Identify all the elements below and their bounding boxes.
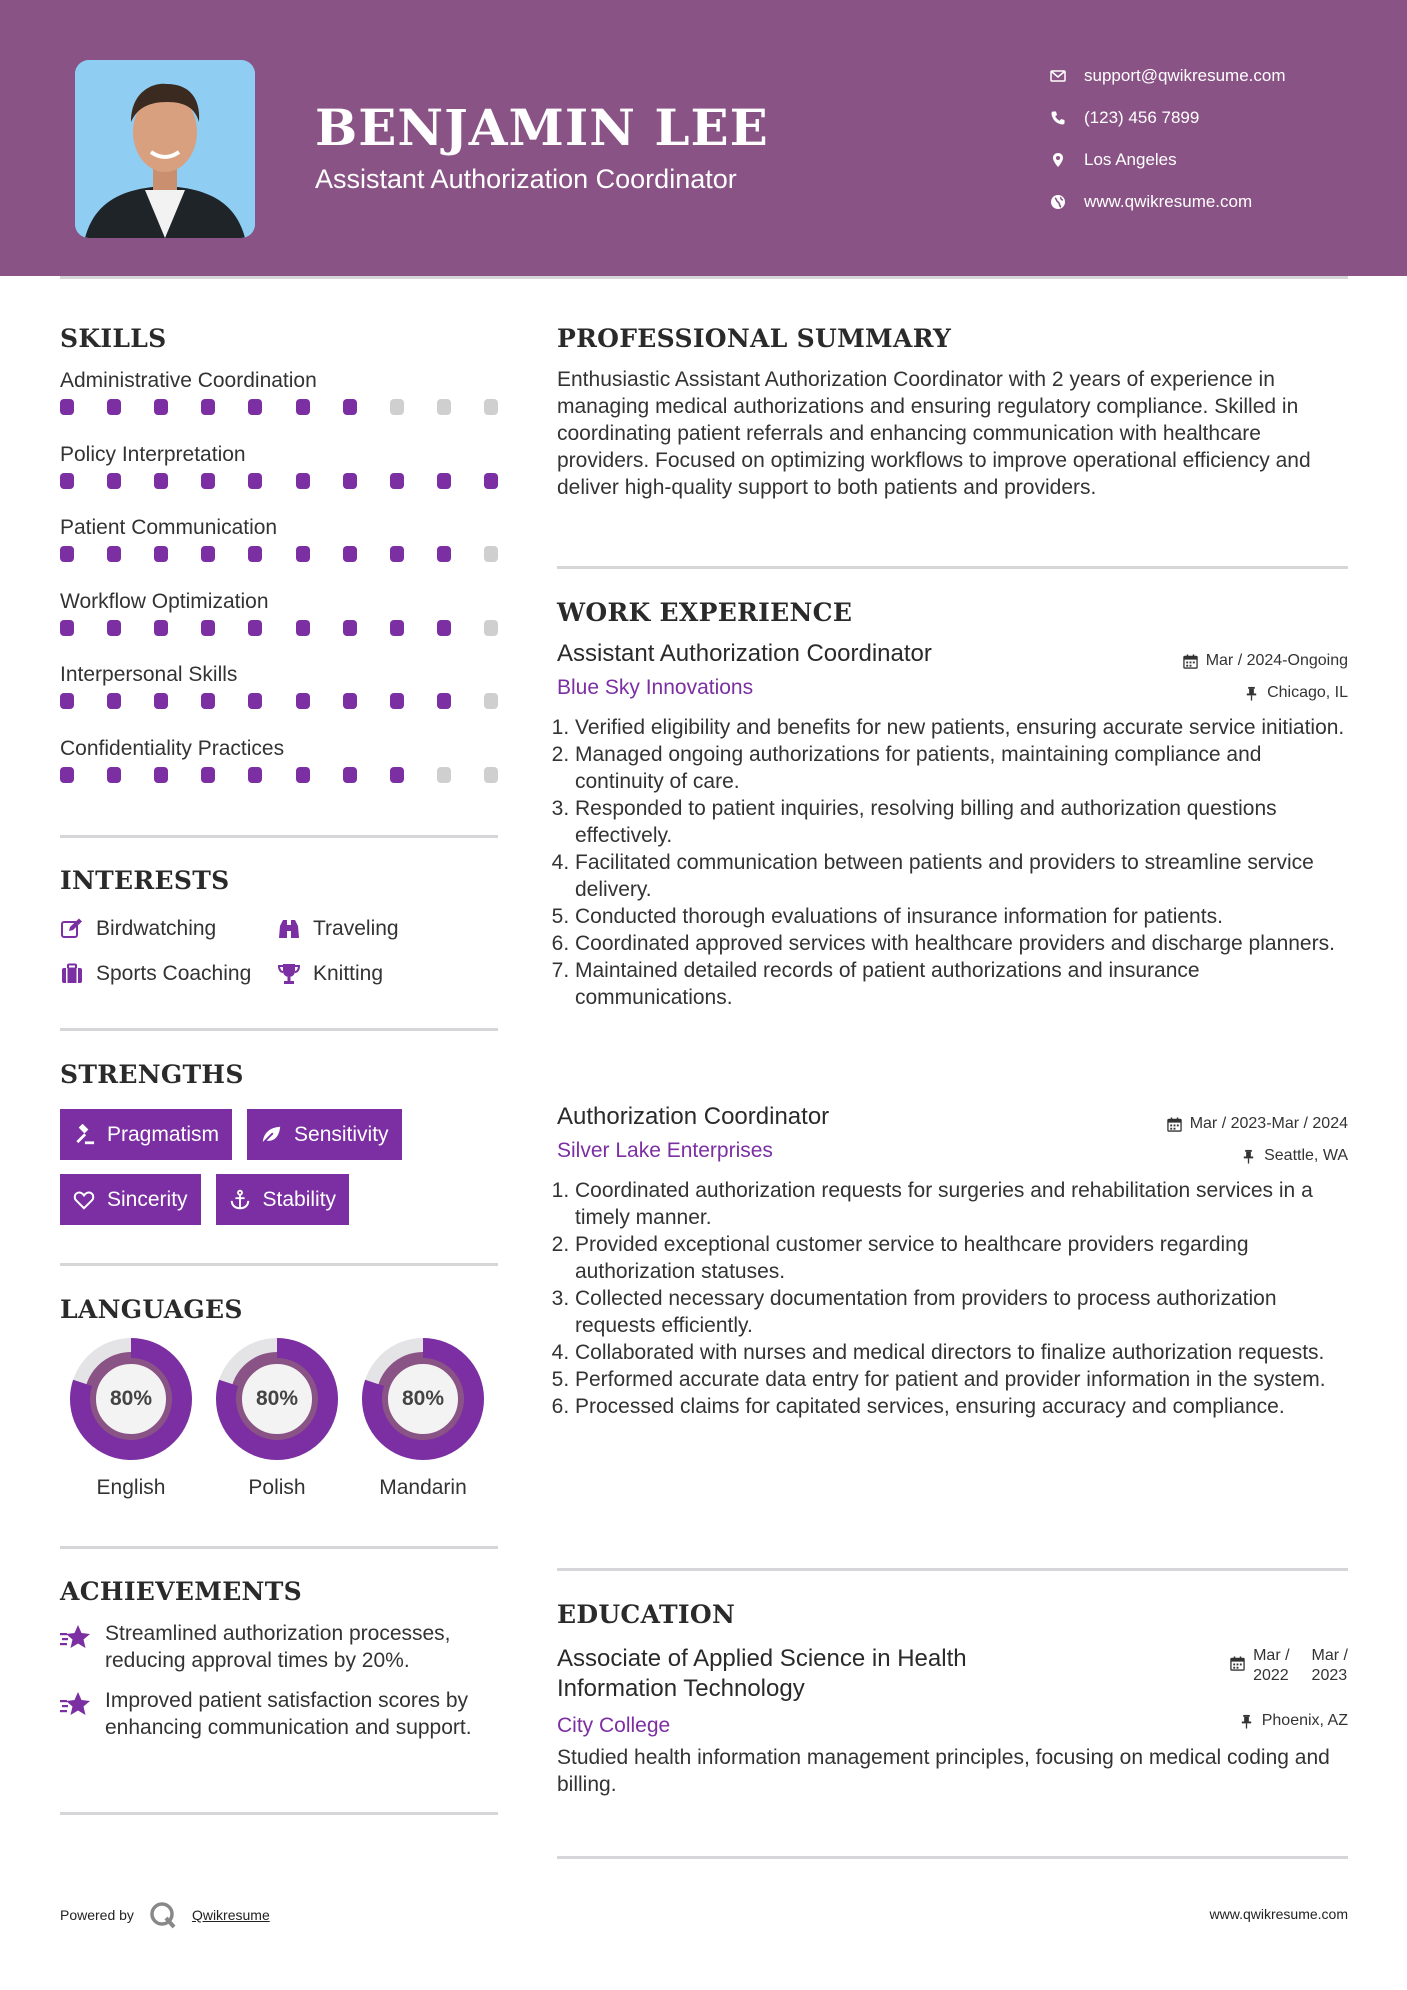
job-title: Authorization Coordinator [557, 1103, 830, 1130]
duty-item: 1. Coordinated authorization requests for surgeries and rehabilitation services in a timely manner. [575, 1177, 1348, 1231]
duty-item: 5. Performed accurate data entry for patient and provider information in the system. [575, 1366, 1348, 1393]
rating-dot-filled [60, 767, 74, 783]
rating-dot-filled [201, 620, 215, 636]
contact-location [1050, 139, 1390, 181]
skill-rating [60, 620, 498, 636]
skill-rating [60, 399, 498, 415]
duty-item: 4. Collaborated with nurses and medical directors to finalize authorization requests. [575, 1339, 1348, 1366]
language-item [204, 1338, 350, 1500]
duty-item: 3. Responded to patient inquiries, resolving billing and authorization questions effectively. [575, 795, 1348, 849]
rating-dot-filled [296, 620, 310, 636]
achievement-item: Improved patient satisfaction scores by enhancing communication and support. [60, 1687, 500, 1741]
star-icon [60, 1620, 105, 1674]
interests-list [60, 906, 500, 996]
duty-item: 2. Provided exceptional customer service to healthcare providers regarding authorization statuses. [575, 1231, 1348, 1285]
footer-url[interactable]: www.qwikresume.com [1209, 1906, 1348, 1922]
school-name: City College [557, 1714, 671, 1737]
strength-tag: Pragmatism [60, 1109, 232, 1160]
rating-dot-filled [484, 473, 498, 489]
company-name: Silver Lake Enterprises [557, 1139, 773, 1162]
phone-icon [1050, 110, 1084, 126]
rating-dot-empty [484, 620, 498, 636]
binoculars-icon [277, 917, 301, 941]
rating-dot-filled [437, 693, 451, 709]
skill-rating [60, 546, 498, 562]
language-item [58, 1338, 204, 1500]
divider [557, 1856, 1348, 1859]
job-location: Chicago, IL [1244, 684, 1348, 702]
language-progress-ring [216, 1338, 338, 1460]
summary-heading: PROFESSIONAL SUMMARY [557, 324, 952, 353]
skill-rating [60, 693, 498, 709]
rating-dot-filled [248, 767, 262, 783]
rating-dot-empty [484, 399, 498, 415]
heart-icon [73, 1189, 95, 1211]
rating-dot-empty [484, 546, 498, 562]
candidate-title: Assistant Authorization Coordinator [315, 164, 737, 194]
education-heading: EDUCATION [557, 1600, 736, 1629]
rating-dot-filled [107, 767, 121, 783]
edit-icon [60, 917, 84, 941]
achievements-heading: ACHIEVEMENTS [60, 1577, 302, 1606]
language-percent: 80% [255, 1387, 299, 1410]
rating-dot-filled [390, 693, 404, 709]
divider [60, 1263, 498, 1266]
job-entry [557, 640, 1348, 1080]
rating-dot-filled [390, 620, 404, 636]
divider [557, 1568, 1348, 1571]
interest-item: Knitting [277, 962, 383, 986]
achievements-list [60, 1620, 500, 1754]
envelope-icon [1050, 68, 1084, 84]
contact-website-text: www.qwikresume.com [1084, 192, 1253, 211]
interest-item: Birdwatching [60, 917, 277, 941]
contact-email-text: support@qwikresume.com [1084, 66, 1286, 85]
education-entry [557, 1644, 1348, 1814]
education-location: Phoenix, AZ [1239, 1712, 1348, 1730]
rating-dot-filled [107, 620, 121, 636]
pushpin-icon [1244, 686, 1259, 701]
rating-dot-filled [248, 546, 262, 562]
gavel-icon [73, 1124, 95, 1146]
education-date: Mar / 2022 Mar / 2023 [1230, 1646, 1348, 1686]
skill-item [60, 587, 500, 661]
duty-item: 3. Collected necessary documentation from providers to process authorization requests efficiently. [575, 1285, 1348, 1339]
rating-dot-filled [296, 473, 310, 489]
pushpin-icon [1241, 1149, 1256, 1164]
duty-item: 6. Processed claims for capitated services, ensuring accuracy and compliance. [575, 1393, 1348, 1420]
globe-icon [1050, 194, 1084, 210]
rating-dot-filled [154, 473, 168, 489]
languages-heading: LANGUAGES [60, 1295, 243, 1324]
divider [60, 1028, 498, 1031]
skill-item [60, 734, 500, 808]
strength-tag: Stability [216, 1174, 350, 1225]
skill-item [60, 513, 500, 587]
education-description: Studied health information management principles, focusing on medical coding and billing. [557, 1746, 1330, 1796]
languages-list [58, 1338, 498, 1500]
profile-photo [75, 60, 255, 238]
anchor-icon [229, 1189, 251, 1211]
experience-heading: WORK EXPERIENCE [557, 598, 853, 627]
interest-item: Traveling [277, 917, 399, 941]
divider [60, 1546, 498, 1549]
leaf-icon [260, 1124, 282, 1146]
header-divider [60, 276, 1348, 279]
qwikresume-link[interactable]: Qwikresume [191, 1907, 270, 1923]
divider [60, 1812, 498, 1815]
calendar-icon [1167, 1117, 1182, 1132]
duty-list [557, 714, 1348, 1011]
rating-dot-filled [296, 693, 310, 709]
header-banner [0, 0, 1407, 276]
rating-dot-filled [437, 546, 451, 562]
rating-dot-filled [343, 546, 357, 562]
rating-dot-filled [248, 620, 262, 636]
rating-dot-empty [390, 399, 404, 415]
rating-dot-empty [484, 693, 498, 709]
powered-by: Powered by Qwikresume [60, 1900, 270, 1930]
rating-dot-filled [107, 693, 121, 709]
duty-item: 5. Conducted thorough evaluations of insurance information for patients. [575, 903, 1348, 930]
contact-list [1050, 55, 1390, 223]
job-date: Mar / 2023-Mar / 2024 [1167, 1115, 1348, 1133]
star-icon [60, 1687, 105, 1741]
language-name: Polish [248, 1476, 306, 1499]
rating-dot-filled [343, 693, 357, 709]
language-percent: 80% [109, 1387, 153, 1410]
skill-name: Interpersonal Skills [60, 663, 238, 686]
job-date: Mar / 2024-Ongoing [1183, 652, 1348, 670]
rating-dot-filled [107, 546, 121, 562]
achievement-item: Streamlined authorization processes, reducing approval times by 20%. [60, 1620, 500, 1674]
duty-item: 7. Maintained detailed records of patient authorizations and insurance communications. [575, 957, 1348, 1011]
rating-dot-filled [154, 399, 168, 415]
qwikresume-logo-icon [148, 1900, 178, 1930]
contact-phone[interactable] [1050, 97, 1390, 139]
map-pin-icon [1050, 152, 1084, 168]
candidate-name: BENJAMIN LEE [315, 98, 769, 157]
rating-dot-filled [201, 399, 215, 415]
skill-name: Policy Interpretation [60, 442, 246, 466]
duty-item: 4. Facilitated communication between patients and providers to streamline service delivery. [575, 849, 1348, 903]
job-title: Assistant Authorization Coordinator [557, 640, 932, 667]
summary-text: Enthusiastic Assistant Authorization Coordinator with 2 years of experience in managing medical authorizations and ensuring regulatory compliance. Skilled in coordinating patient referrals and enhancing communication with healthcare providers. Focused on optimizing workflows to improve operational efficiency and deliver high-quality support to both patients and providers. [557, 368, 1311, 499]
company-name: Blue Sky Innovations [557, 676, 754, 699]
skill-name: Patient Communication [60, 516, 278, 539]
rating-dot-empty [484, 767, 498, 783]
duty-item: 2. Managed ongoing authorizations for patients, maintaining compliance and continuity of care. [575, 741, 1348, 795]
rating-dot-filled [154, 546, 168, 562]
interest-item: Sports Coaching [60, 962, 277, 986]
rating-dot-filled [201, 767, 215, 783]
rating-dot-filled [296, 399, 310, 415]
rating-dot-filled [296, 546, 310, 562]
rating-dot-filled [343, 399, 357, 415]
suitcase-icon [60, 962, 84, 986]
rating-dot-filled [201, 693, 215, 709]
skill-item [60, 440, 500, 514]
language-progress-ring [70, 1338, 192, 1460]
skill-name: Administrative Coordination [60, 369, 317, 392]
degree-title: Associate of Applied Science in Health Information Technology [557, 1645, 967, 1702]
rating-dot-filled [248, 693, 262, 709]
duty-list [557, 1177, 1348, 1420]
skill-item [60, 366, 500, 440]
calendar-icon [1230, 1656, 1245, 1671]
strengths-heading: STRENGTHS [60, 1060, 244, 1089]
rating-dot-filled [343, 767, 357, 783]
rating-dot-filled [343, 620, 357, 636]
contact-phone-text: (123) 456 7899 [1084, 108, 1200, 127]
pushpin-icon [1239, 1714, 1254, 1729]
divider [60, 835, 498, 838]
rating-dot-filled [154, 620, 168, 636]
rating-dot-empty [437, 399, 451, 415]
rating-dot-filled [343, 473, 357, 489]
divider [557, 566, 1348, 569]
language-item [350, 1338, 496, 1500]
interests-heading: INTERESTS [60, 866, 230, 895]
rating-dot-filled [248, 399, 262, 415]
rating-dot-filled [437, 620, 451, 636]
rating-dot-filled [201, 546, 215, 562]
rating-dot-filled [390, 767, 404, 783]
skills-list [60, 366, 500, 807]
language-progress-ring [362, 1338, 484, 1460]
contact-location-text: Los Angeles [1084, 150, 1177, 169]
contact-website[interactable] [1050, 181, 1390, 223]
skill-item [60, 660, 500, 734]
rating-dot-filled [437, 473, 451, 489]
skill-name: Confidentiality Practices [60, 736, 285, 760]
strength-tag: Sincerity [60, 1174, 201, 1225]
calendar-icon [1183, 654, 1198, 669]
rating-dot-filled [248, 473, 262, 489]
skill-name: Workflow Optimization [60, 589, 269, 613]
rating-dot-filled [60, 399, 74, 415]
rating-dot-filled [107, 473, 121, 489]
contact-email[interactable] [1050, 55, 1390, 97]
rating-dot-filled [154, 693, 168, 709]
rating-dot-empty [437, 767, 451, 783]
language-name: Mandarin [379, 1476, 467, 1499]
strengths-list [60, 1109, 500, 1239]
job-location: Seattle, WA [1241, 1147, 1348, 1165]
rating-dot-filled [60, 546, 74, 562]
job-entry [557, 1103, 1348, 1523]
rating-dot-filled [60, 473, 74, 489]
rating-dot-filled [296, 767, 310, 783]
skill-rating [60, 767, 498, 783]
rating-dot-filled [390, 473, 404, 489]
strength-tag: Sensitivity [247, 1109, 402, 1160]
language-percent: 80% [401, 1387, 445, 1410]
language-name: English [96, 1476, 166, 1499]
rating-dot-filled [60, 620, 74, 636]
skills-heading: SKILLS [60, 324, 167, 353]
rating-dot-filled [201, 473, 215, 489]
rating-dot-filled [154, 767, 168, 783]
rating-dot-filled [107, 399, 121, 415]
trophy-icon [277, 962, 301, 986]
duty-item: 1. Verified eligibility and benefits for new patients, ensuring accurate service initiation. [575, 714, 1348, 741]
rating-dot-filled [60, 693, 74, 709]
skill-rating [60, 473, 498, 489]
rating-dot-filled [390, 546, 404, 562]
duty-item: 6. Coordinated approved services with healthcare providers and discharge planners. [575, 930, 1348, 957]
